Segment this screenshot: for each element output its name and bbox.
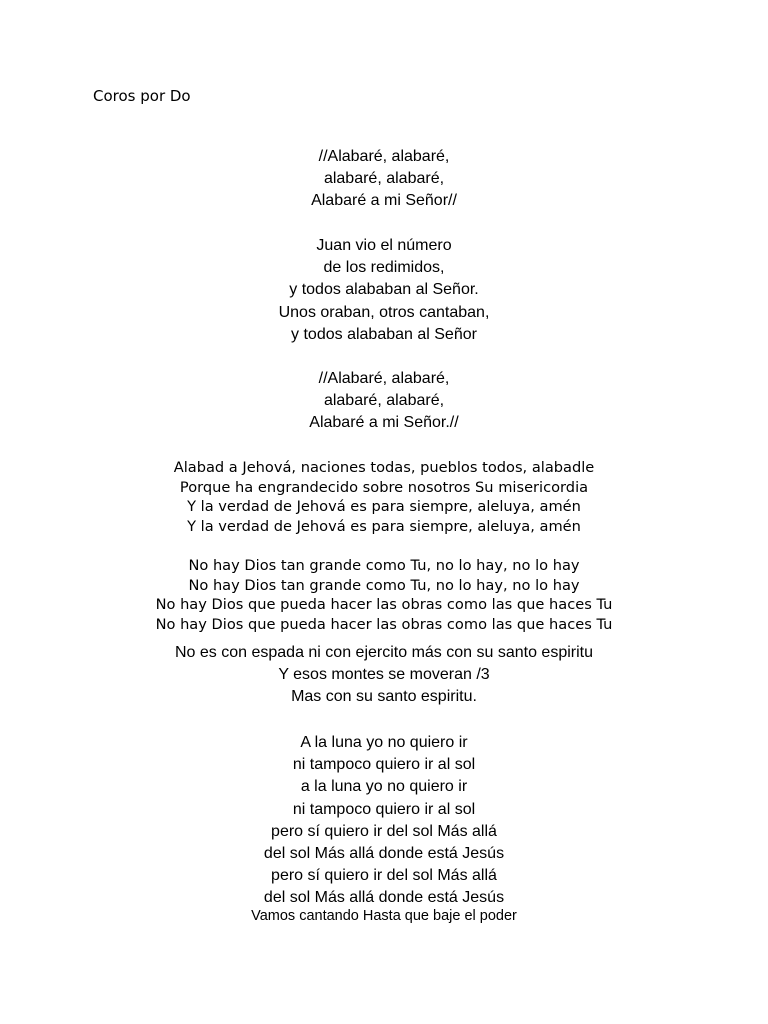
- lyric-line: Alabaré a mi Señor//: [311, 192, 457, 210]
- lyric-line: del sol Más allá donde está Jesús: [263, 889, 505, 907]
- lyric-line: pero sí quiero ir del sol Más allá: [271, 822, 497, 840]
- document-title: Coros por Do: [93, 87, 191, 105]
- stanza-no-es-con-espada: [0, 642, 768, 709]
- lyric-line: A la luna yo no quiero ir: [300, 734, 468, 751]
- lyric-line: Alabad a Jehová, naciones todas, pueblos todos, alabadle: [173, 459, 595, 476]
- lyric-line: Y la verdad de Jehová es para siempre, aleluya, amén: [187, 517, 581, 535]
- lyric-line: Unos oraban, otros cantaban,: [278, 303, 490, 321]
- lyric-line: ni tampoco quiero ir al sol: [292, 756, 476, 774]
- lyric-line: y todos alababan al Señor: [291, 325, 477, 343]
- lyric-line: //Alabaré, alabaré,: [318, 148, 450, 165]
- lyric-line: Juan vio el número: [316, 237, 452, 254]
- lyric-line: No es con espada ni con ejercito más con su santo espiritu: [174, 644, 593, 661]
- lyric-line: ni tampoco quiero ir al sol: [292, 800, 476, 818]
- stanza-a-la-luna: [0, 732, 768, 910]
- lyric-line: No hay Dios tan grande como Tu, no lo hay, no lo hay: [188, 557, 580, 574]
- lyric-line: pero sí quiero ir del sol Más allá: [271, 867, 497, 885]
- lyric-line: del sol Más allá donde está Jesús: [263, 845, 505, 863]
- lyric-line: Alabaré a mi Señor.//: [309, 414, 459, 432]
- lyric-line: a la luna yo no quiero ir: [300, 778, 468, 796]
- lyric-line: alabaré, alabaré,: [323, 170, 445, 188]
- stanza-chorus-alabare-1: [0, 146, 768, 213]
- stanza-no-hay-dios: [0, 556, 768, 634]
- stanza-chorus-alabare-2: [0, 368, 768, 435]
- lyric-line: Porque ha engrandecido sobre nosotros Su misericordia: [179, 478, 589, 496]
- stanza-juan-vio: [0, 235, 768, 346]
- lyric-line: No hay Dios que pueda hacer las obras como las que haces Tu: [155, 596, 613, 614]
- lyric-line: Vamos cantando Hasta que baje el poder: [251, 908, 517, 924]
- stanza-vamos-cantando: [0, 907, 768, 925]
- lyric-line: Mas con su santo espiritu.: [291, 688, 477, 706]
- lyric-line: //Alabaré, alabaré,: [318, 370, 450, 387]
- lyric-line: No hay Dios tan grande como Tu, no lo hay, no lo hay: [188, 576, 580, 594]
- lyric-line: Y esos montes se moveran /3: [278, 666, 490, 684]
- lyric-line: No hay Dios que pueda hacer las obras como las que haces Tu: [155, 615, 613, 633]
- lyric-line: de los redimidos,: [323, 259, 445, 277]
- lyric-line: Y la verdad de Jehová es para siempre, aleluya, amén: [187, 498, 581, 516]
- lyric-line: alabaré, alabaré,: [323, 392, 445, 410]
- lyric-line: y todos alababan al Señor.: [289, 281, 479, 299]
- stanza-alabad-a-jehova: [0, 458, 768, 536]
